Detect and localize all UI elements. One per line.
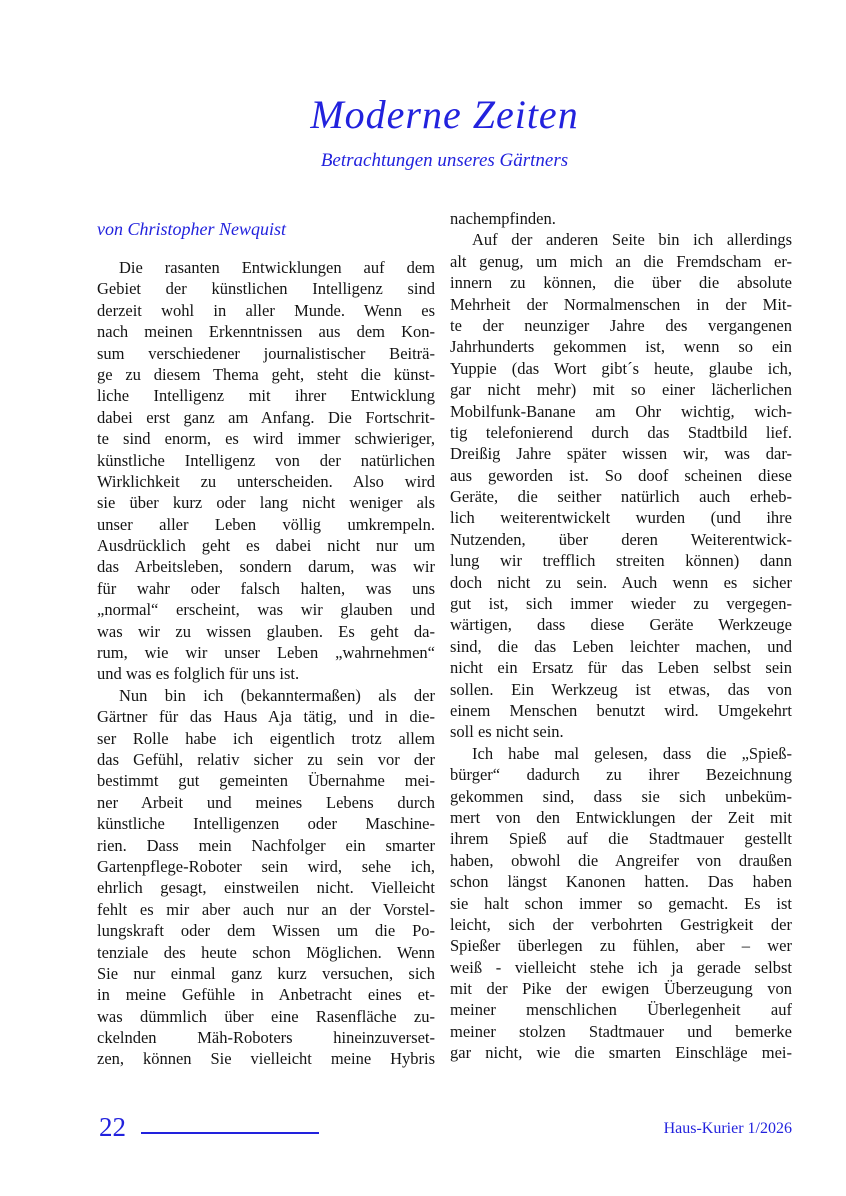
- footer: [0, 1106, 846, 1156]
- text-line: sind, die das Leben leichter machen, und: [450, 636, 792, 656]
- masthead: [97, 92, 792, 172]
- text-line: lungskraft oder dem Wissen um die Po-: [97, 921, 435, 941]
- text-line: künstliche Intelligenz von der natürlichen: [97, 450, 435, 470]
- text-line: unser aller Leben völlig umkrempeln.: [97, 514, 435, 534]
- text-line: lung wir trefflich streiten können) dann: [450, 551, 792, 571]
- text-line: doch nicht zu sein. Auch wenn es sicher: [450, 572, 792, 592]
- text-line: Geräte, die seither natürlich auch erheb-: [450, 487, 792, 507]
- text-line: te der neunziger Jahre des vergangenen: [450, 315, 792, 335]
- column-left: [97, 208, 435, 1070]
- text-line: für wahr oder falsch halten, was uns: [97, 578, 435, 598]
- text-line: mit der Pike der ewigen Überzeugung von: [450, 979, 792, 999]
- text-line: ser Rolle habe ich eigentlich trotz allem: [97, 728, 435, 748]
- text-line: mert von den Entwicklungen der Zeit mit: [450, 807, 792, 827]
- text-line: Die rasanten Entwicklungen auf dem: [119, 258, 435, 277]
- text-line: aus geworden ist. So doof scheinen diese: [450, 465, 792, 485]
- text-line: derzeit wohl in aller Munde. Wenn es: [97, 300, 435, 320]
- text-line: Sie nur einmal ganz kurz versuchen, sich: [97, 963, 435, 983]
- article-body: [97, 208, 792, 1070]
- text-line: dabei erst ganz am Anfang. Die Fortschrit-: [97, 407, 435, 427]
- text-line: tenziale des heute schon Möglichen. Wenn: [97, 942, 435, 962]
- text-line: sie halt schon immer so gemacht. Es ist: [450, 893, 792, 913]
- text-line: Yuppie (das Wort gibt´s heute, glaube ich,: [450, 358, 792, 378]
- text-line: ehrlich gesagt, einstweilen nicht. Vielleicht: [97, 878, 435, 898]
- column-left-text: [97, 257, 435, 1070]
- text-line: rum, wie wir unser Leben „wahrnehmen“: [97, 643, 435, 663]
- text-line: gut ist, sich immer wieder zu vergegen-: [450, 594, 792, 614]
- text-line: was wir zu wissen glauben. Es geht da-: [97, 621, 435, 641]
- text-line: sollen. Ein Werkzeug ist etwas, das von: [450, 679, 792, 699]
- text-line: Nun bin ich (bekanntermaßen) als der: [119, 685, 435, 705]
- text-line: alt genug, um mich an die Fremdscham er-: [450, 251, 792, 271]
- text-line: einem Menschen benutzt wird. Umgekehrt: [450, 700, 792, 720]
- column-right-text: [450, 208, 792, 1064]
- page-number: 22: [99, 1112, 126, 1142]
- text-line: schon längst Kanonen hatten. Das haben: [450, 872, 792, 892]
- text-line: Mehrheit der Normalmenschen in der Mit-: [450, 294, 792, 314]
- text-line: sie über kurz oder lang nicht weniger als: [97, 493, 435, 513]
- text-line: nachempfinden.: [450, 209, 556, 228]
- text-line: gekommen sind, dass sie sich unbeküm-: [450, 786, 792, 806]
- text-line: Dreißig Jahre später wissen wir, was dar-: [450, 444, 792, 464]
- text-line: nach meinen Erkenntnissen aus dem Kon-: [97, 322, 435, 342]
- text-line: rien. Dass mein Nachfolger ein smarter: [97, 835, 435, 855]
- text-line: leicht, sich der verbohrten Gestrigkeit der: [450, 914, 792, 934]
- text-line: das Gefühl, relativ sicher zu sein vor der: [97, 749, 435, 769]
- text-line: künstliche Intelligenzen oder Maschine-: [97, 814, 435, 834]
- text-line: meiner stolzen Stadtmauer und bemerke: [450, 1021, 792, 1041]
- text-line: haben, obwohl die Angreifer von draußen: [450, 850, 792, 870]
- text-line: soll es nicht sein.: [450, 722, 564, 742]
- text-line: liche Intelligenz mit ihrer Entwicklung: [97, 386, 435, 406]
- text-line: lich weiterentwickelt wurden (und ihre: [450, 508, 792, 528]
- text-line: weiß - vielleicht stehe ich ja gerade selbst: [450, 957, 792, 977]
- text-line: wärtigen, dass diese Geräte Werkzeuge: [450, 615, 792, 635]
- text-line: gar nicht, wie die smarten Einschläge mei-: [450, 1043, 792, 1063]
- text-line: zen, können Sie vielleicht meine Hybris: [97, 1049, 435, 1069]
- text-line: in meine Gefühle in Anbetracht eines et-: [97, 985, 435, 1005]
- text-line: Wirklichkeit zu unterscheiden. Also wird: [97, 471, 435, 491]
- text-line: tig telefonierend durch das Stadtbild lief.: [450, 422, 792, 442]
- text-line: ihrem Spieß auf die Stadtmauer gestellt: [450, 829, 792, 849]
- text-line: Auf der anderen Seite bin ich allerdings: [472, 230, 792, 250]
- text-line: Jahrhunderts gekommen ist, wenn so ein: [450, 337, 792, 357]
- text-line: Spießer überlegen zu fühlen, aber – wer: [450, 936, 792, 956]
- text-line: ner Arbeit und meines Lebens durch: [97, 792, 435, 812]
- text-line: Gebiet der künstlichen Intelligenz sind: [97, 279, 435, 299]
- text-line: innern zu können, die über die absolute: [450, 273, 792, 293]
- text-line: Gärtner für das Haus Aja tätig, und in die-: [97, 707, 435, 727]
- footer-rule: [141, 1132, 319, 1134]
- text-line: nicht ein Ersatz für das Leben selbst sein: [450, 658, 792, 678]
- text-line: Mobilfunk-Banane am Ohr wichtig, wich-: [450, 401, 792, 421]
- page-title: Moderne Zeiten: [310, 92, 579, 137]
- text-line: und was es folglich für uns ist.: [97, 664, 300, 684]
- text-line: Ich habe mal gelesen, dass die „Spieß-: [472, 743, 792, 763]
- text-line: ckelnden Mäh-Roboters hineinzuverset-: [97, 1028, 435, 1048]
- text-line: fehlt es mir aber auch nur an der Vorstel-: [97, 899, 435, 919]
- byline: von Christopher Newquist: [97, 219, 287, 239]
- text-line: sum verschiedener journalistischer Beiträ-: [97, 343, 435, 363]
- text-line: „normal“ erscheint, was wir glauben und: [97, 600, 435, 620]
- text-line: was dümmlich über eine Rasenfläche zu-: [97, 1006, 435, 1026]
- text-line: meiner menschlichen Überlegenheit auf: [450, 1000, 792, 1020]
- text-line: gar nicht mehr) mit so einer lächerlichen: [450, 380, 792, 400]
- text-line: bestimmt gut gemeinten Übernahme mei-: [97, 771, 435, 791]
- text-line: das Arbeitsleben, sondern darum, was wir: [97, 557, 435, 577]
- text-line: Nutzenden, über deren Weiterentwick-: [450, 529, 792, 549]
- column-right: [450, 208, 792, 1070]
- text-line: te sind enorm, es wird immer schwieriger,: [97, 429, 435, 449]
- text-line: Gartenpflege-Roboter sein wird, sehe ich,: [97, 856, 435, 876]
- text-line: bürger“ dadurch zu ihrer Bezeichnung: [450, 765, 792, 785]
- text-line: ge zu diesem Thema geht, steht die künst-: [97, 364, 435, 384]
- text-line: Ausdrücklich geht es dabei nicht nur um: [97, 536, 435, 556]
- page-subtitle: Betrachtungen unseres Gärtners: [320, 150, 569, 171]
- journal-name: Haus-Kurier 1/2026: [663, 1120, 792, 1137]
